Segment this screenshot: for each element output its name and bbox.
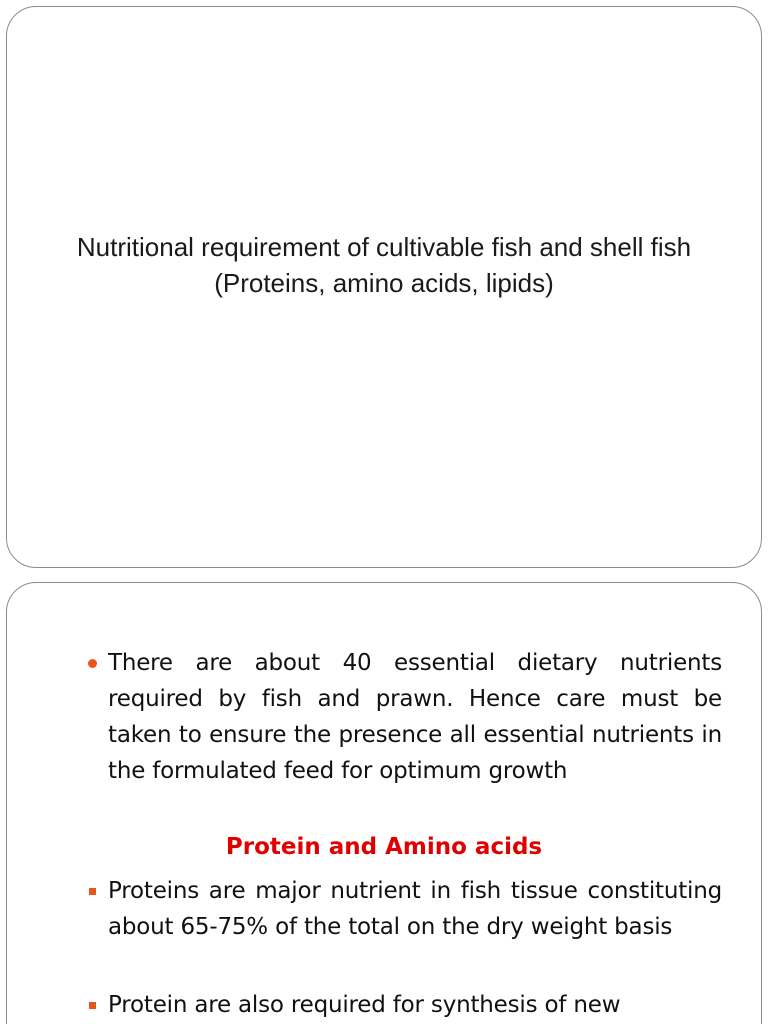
- slide-title: Nutritional requirement of cultivable fish and shell fish (Proteins, amino acids, lipids): [76, 232, 692, 298]
- bullet-text-synthesis: Protein are also required for synthesis of new: [108, 992, 621, 1018]
- bullet-text-proteins: Proteins are major nutrient in fish tissue constituting about 65-75% of the total on the dry weight basis: [108, 878, 722, 940]
- content-slide: [6, 582, 762, 1024]
- section-heading: Protein and Amino acids: [225, 834, 543, 860]
- round-bullet-icon: [88, 659, 97, 668]
- square-bullet-icon: [89, 1002, 96, 1009]
- square-bullet-icon: [89, 888, 96, 895]
- bullet-text-nutrients: There are about 40 essential dietary nutrients required by fish and prawn. Hence care must be taken to ensure the presence all essential nutrients in the formulated feed for optimum growth: [108, 650, 722, 784]
- title-slide: [6, 6, 762, 568]
